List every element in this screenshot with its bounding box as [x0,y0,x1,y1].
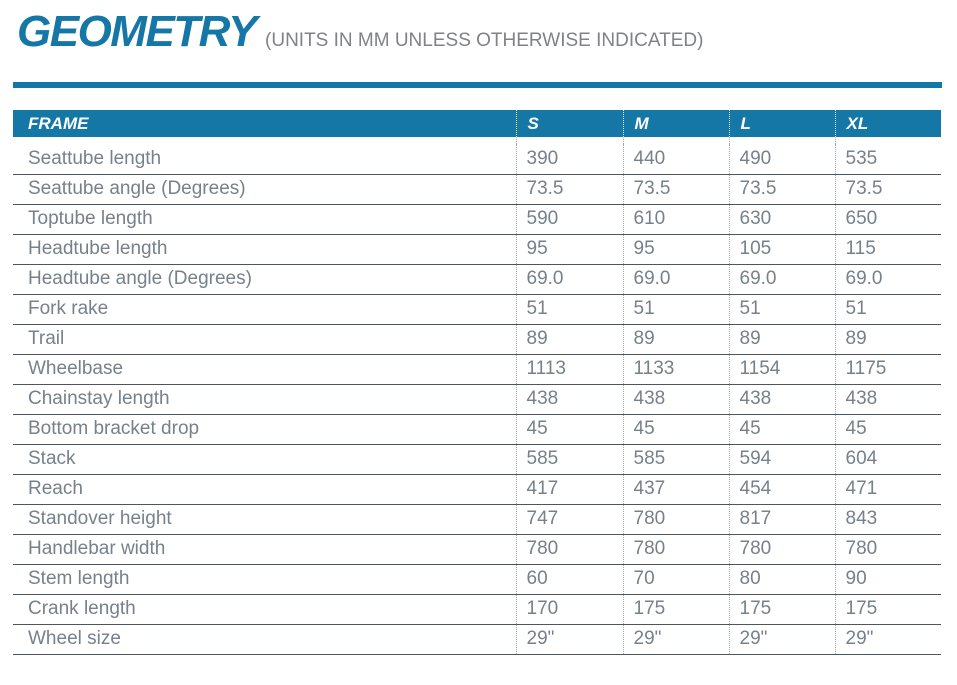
row-value: 73.5 [729,174,835,204]
table-row [13,234,941,264]
table-row [13,204,941,234]
row-value: 454 [729,474,835,504]
row-value: 438 [729,384,835,414]
row-value: 390 [516,144,623,174]
row-label: Trail [13,324,516,354]
masthead [17,8,703,56]
row-value: 73.5 [623,174,729,204]
row-value: 170 [516,594,623,624]
row-value: 73.5 [835,174,941,204]
row-value: 437 [623,474,729,504]
header-size-s: S [516,110,623,137]
row-value: 69.0 [835,264,941,294]
row-label: Toptube length [13,204,516,234]
header-size-xl: XL [835,110,941,137]
row-value: 175 [729,594,835,624]
row-value: 630 [729,204,835,234]
accent-divider [13,82,942,88]
row-value: 105 [729,234,835,264]
row-value: 1113 [516,354,623,384]
table-header [13,110,941,137]
row-value: 817 [729,504,835,534]
table-row [13,324,941,354]
row-value: 95 [623,234,729,264]
row-value: 45 [835,414,941,444]
header-size-m: M [623,110,729,137]
row-value: 585 [516,444,623,474]
spacer-cell [623,137,729,144]
spacer-cell [516,137,623,144]
header-row [13,110,941,137]
spacer-row [13,137,941,144]
row-value: 29" [729,624,835,654]
table-row [13,624,941,654]
row-value: 843 [835,504,941,534]
row-value: 29" [516,624,623,654]
page-title: GEOMETRY [17,7,257,56]
row-value: 490 [729,144,835,174]
spacer-cell [13,137,516,144]
row-value: 29" [835,624,941,654]
row-value: 604 [835,444,941,474]
header-size-l: L [729,110,835,137]
row-value: 590 [516,204,623,234]
row-value: 89 [623,324,729,354]
table-row [13,144,941,174]
row-value: 89 [729,324,835,354]
table-row [13,264,941,294]
table-row [13,534,941,564]
row-value: 51 [516,294,623,324]
row-value: 438 [623,384,729,414]
row-value: 780 [623,534,729,564]
table-row [13,294,941,324]
row-value: 780 [835,534,941,564]
row-value: 594 [729,444,835,474]
table-row [13,504,941,534]
row-value: 69.0 [623,264,729,294]
row-label: Wheelbase [13,354,516,384]
row-value: 650 [835,204,941,234]
row-value: 60 [516,564,623,594]
row-value: 69.0 [729,264,835,294]
table-row [13,174,941,204]
header-frame: FRAME [13,110,516,137]
row-value: 70 [623,564,729,594]
row-value: 780 [729,534,835,564]
geometry-table [13,110,941,655]
row-value: 535 [835,144,941,174]
row-label: Headtube length [13,234,516,264]
row-value: 747 [516,504,623,534]
row-label: Handlebar width [13,534,516,564]
row-value: 29" [623,624,729,654]
row-label: Stack [13,444,516,474]
table-row [13,444,941,474]
row-value: 45 [729,414,835,444]
row-label: Seattube length [13,144,516,174]
row-value: 175 [623,594,729,624]
row-label: Headtube angle (Degrees) [13,264,516,294]
row-value: 89 [835,324,941,354]
table-row [13,414,941,444]
table-spacer [13,137,941,144]
row-value: 69.0 [516,264,623,294]
row-label: Chainstay length [13,384,516,414]
spacer-cell [729,137,835,144]
page-subtitle: (UNITS IN MM UNLESS OTHERWISE INDICATED) [265,30,704,51]
row-label: Reach [13,474,516,504]
table-row [13,354,941,384]
row-value: 610 [623,204,729,234]
row-value: 80 [729,564,835,594]
row-value: 115 [835,234,941,264]
row-value: 89 [516,324,623,354]
row-value: 417 [516,474,623,504]
row-label: Seattube angle (Degrees) [13,174,516,204]
table-row [13,564,941,594]
row-value: 95 [516,234,623,264]
row-value: 585 [623,444,729,474]
row-label: Stem length [13,564,516,594]
row-value: 90 [835,564,941,594]
row-value: 51 [835,294,941,324]
table-row [13,384,941,414]
row-value: 51 [623,294,729,324]
row-value: 45 [623,414,729,444]
row-value: 1154 [729,354,835,384]
row-label: Crank length [13,594,516,624]
row-value: 780 [516,534,623,564]
row-value: 438 [516,384,623,414]
spacer-cell [835,137,941,144]
row-value: 780 [623,504,729,534]
row-value: 175 [835,594,941,624]
row-value: 1175 [835,354,941,384]
row-value: 45 [516,414,623,444]
table-row [13,474,941,504]
row-label: Standover height [13,504,516,534]
row-label: Bottom bracket drop [13,414,516,444]
table-row [13,594,941,624]
row-value: 440 [623,144,729,174]
row-label: Wheel size [13,624,516,654]
row-value: 1133 [623,354,729,384]
row-value: 73.5 [516,174,623,204]
row-value: 51 [729,294,835,324]
row-value: 438 [835,384,941,414]
row-value: 471 [835,474,941,504]
table-body [13,144,941,654]
row-label: Fork rake [13,294,516,324]
